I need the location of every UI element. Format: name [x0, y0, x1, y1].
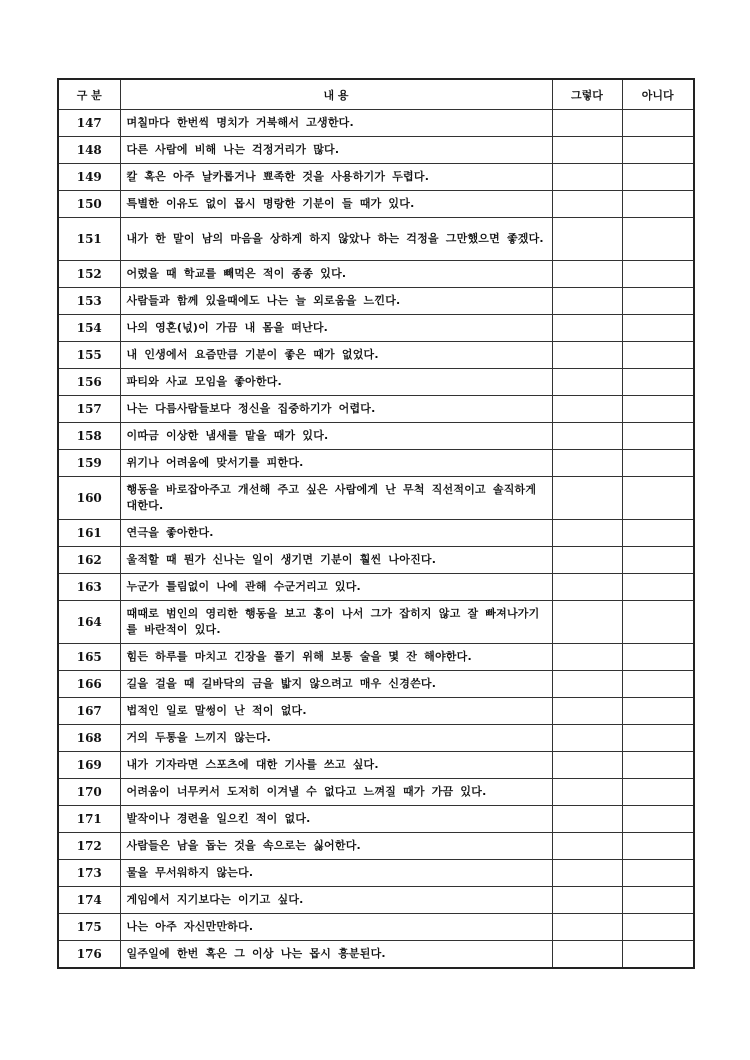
question-text: 어려움이 너무커서 도저히 이겨낼 수 없다고 느껴질 때가 가끔 있다. [120, 779, 552, 806]
question-number: 152 [58, 261, 120, 288]
question-row [58, 671, 694, 698]
question-text: 발작이나 경련을 일으킨 적이 없다. [120, 806, 552, 833]
question-number: 155 [58, 342, 120, 369]
question-row [58, 860, 694, 887]
question-text: 힘든 하루를 마치고 긴장을 풀기 위해 보통 술을 몇 잔 해야한다. [120, 644, 552, 671]
answer-yes-cell[interactable] [552, 574, 622, 601]
answer-no-cell[interactable] [622, 110, 694, 137]
question-number: 166 [58, 671, 120, 698]
question-number: 174 [58, 887, 120, 914]
answer-no-cell[interactable] [622, 941, 694, 969]
header-yes: 그렇다 [552, 79, 622, 110]
answer-no-cell[interactable] [622, 547, 694, 574]
question-row [58, 342, 694, 369]
question-number: 172 [58, 833, 120, 860]
answer-yes-cell[interactable] [552, 261, 622, 288]
question-number: 165 [58, 644, 120, 671]
question-text: 법적인 일로 말썽이 난 적이 없다. [120, 698, 552, 725]
question-row [58, 288, 694, 315]
question-text: 파티와 사교 모임을 좋아한다. [120, 369, 552, 396]
header-number: 구 분 [58, 79, 120, 110]
answer-yes-cell[interactable] [552, 752, 622, 779]
question-text: 어렸을 때 학교를 빼먹은 적이 종종 있다. [120, 261, 552, 288]
question-text: 나는 아주 자신만만하다. [120, 914, 552, 941]
header-row [58, 79, 694, 110]
question-number: 173 [58, 860, 120, 887]
question-text: 게임에서 지기보다는 이기고 싶다. [120, 887, 552, 914]
question-number: 158 [58, 423, 120, 450]
answer-no-cell[interactable] [622, 342, 694, 369]
answer-yes-cell[interactable] [552, 396, 622, 423]
questionnaire-page [57, 78, 693, 969]
question-text: 며칠마다 한번씩 명치가 거북해서 고생한다. [120, 110, 552, 137]
question-text: 사람들과 함께 있을때에도 나는 늘 외로움을 느낀다. [120, 288, 552, 315]
question-number: 147 [58, 110, 120, 137]
question-rows [58, 110, 694, 969]
question-row [58, 396, 694, 423]
answer-yes-cell[interactable] [552, 914, 622, 941]
answer-no-cell[interactable] [622, 218, 694, 261]
questionnaire-table [57, 78, 695, 969]
question-number: 168 [58, 725, 120, 752]
answer-no-cell[interactable] [622, 315, 694, 342]
answer-no-cell[interactable] [622, 574, 694, 601]
answer-no-cell[interactable] [622, 191, 694, 218]
question-text: 내 인생에서 요즘만큼 기분이 좋은 때가 없었다. [120, 342, 552, 369]
question-text: 사람들은 남을 돕는 것을 속으로는 싫어한다. [120, 833, 552, 860]
header-no: 아니다 [622, 79, 694, 110]
answer-yes-cell[interactable] [552, 218, 622, 261]
answer-yes-cell[interactable] [552, 725, 622, 752]
answer-yes-cell[interactable] [552, 833, 622, 860]
question-number: 161 [58, 520, 120, 547]
question-row [58, 369, 694, 396]
question-number: 153 [58, 288, 120, 315]
answer-no-cell[interactable] [622, 477, 694, 520]
question-text: 이따금 이상한 냄새를 맡을 때가 있다. [120, 423, 552, 450]
answer-yes-cell[interactable] [552, 887, 622, 914]
question-row [58, 806, 694, 833]
question-row [58, 191, 694, 218]
question-number: 167 [58, 698, 120, 725]
header-content: 내 용 [120, 79, 552, 110]
question-row [58, 941, 694, 969]
answer-no-cell[interactable] [622, 671, 694, 698]
question-number: 163 [58, 574, 120, 601]
question-row [58, 725, 694, 752]
question-row [58, 833, 694, 860]
answer-yes-cell[interactable] [552, 779, 622, 806]
question-number: 159 [58, 450, 120, 477]
question-row [58, 574, 694, 601]
question-number: 151 [58, 218, 120, 261]
question-text: 일주일에 한번 혹은 그 이상 나는 몹시 흥분된다. [120, 941, 552, 969]
answer-yes-cell[interactable] [552, 137, 622, 164]
question-row [58, 887, 694, 914]
answer-no-cell[interactable] [622, 396, 694, 423]
answer-yes-cell[interactable] [552, 671, 622, 698]
answer-yes-cell[interactable] [552, 315, 622, 342]
answer-yes-cell[interactable] [552, 450, 622, 477]
answer-no-cell[interactable] [622, 601, 694, 644]
answer-no-cell[interactable] [622, 806, 694, 833]
answer-yes-cell[interactable] [552, 369, 622, 396]
answer-no-cell[interactable] [622, 369, 694, 396]
answer-yes-cell[interactable] [552, 520, 622, 547]
question-number: 156 [58, 369, 120, 396]
question-row [58, 698, 694, 725]
question-row [58, 477, 694, 520]
answer-no-cell[interactable] [622, 164, 694, 191]
question-number: 157 [58, 396, 120, 423]
answer-no-cell[interactable] [622, 860, 694, 887]
question-number: 164 [58, 601, 120, 644]
question-text: 길을 걸을 때 길바닥의 금을 밟지 않으려고 매우 신경쓴다. [120, 671, 552, 698]
question-row [58, 520, 694, 547]
answer-yes-cell[interactable] [552, 601, 622, 644]
answer-no-cell[interactable] [622, 725, 694, 752]
answer-no-cell[interactable] [622, 137, 694, 164]
answer-no-cell[interactable] [622, 520, 694, 547]
question-row [58, 914, 694, 941]
question-row [58, 261, 694, 288]
question-row [58, 450, 694, 477]
question-row [58, 752, 694, 779]
answer-no-cell[interactable] [622, 833, 694, 860]
question-row [58, 110, 694, 137]
answer-yes-cell[interactable] [552, 477, 622, 520]
answer-no-cell[interactable] [622, 887, 694, 914]
question-text: 물을 무서워하지 않는다. [120, 860, 552, 887]
answer-yes-cell[interactable] [552, 698, 622, 725]
question-number: 149 [58, 164, 120, 191]
question-text: 칼 혹은 아주 날카롭거나 뾰족한 것을 사용하기가 두렵다. [120, 164, 552, 191]
question-row [58, 779, 694, 806]
answer-no-cell[interactable] [622, 914, 694, 941]
question-number: 148 [58, 137, 120, 164]
question-text: 특별한 이유도 없이 몹시 명랑한 기분이 들 때가 있다. [120, 191, 552, 218]
question-number: 154 [58, 315, 120, 342]
question-row [58, 547, 694, 574]
answer-yes-cell[interactable] [552, 644, 622, 671]
answer-yes-cell[interactable] [552, 191, 622, 218]
answer-yes-cell[interactable] [552, 806, 622, 833]
answer-no-cell[interactable] [622, 698, 694, 725]
answer-yes-cell[interactable] [552, 288, 622, 315]
question-row [58, 164, 694, 191]
question-text: 내가 기자라면 스포츠에 대한 기사를 쓰고 싶다. [120, 752, 552, 779]
question-number: 176 [58, 941, 120, 969]
question-row [58, 601, 694, 644]
answer-no-cell[interactable] [622, 423, 694, 450]
question-text: 때때로 범인의 영리한 행동을 보고 홍이 나서 그가 잡히지 않고 잘 빠져나가기를 바란적이 있다. [120, 601, 552, 644]
answer-no-cell[interactable] [622, 644, 694, 671]
answer-yes-cell[interactable] [552, 860, 622, 887]
question-number: 175 [58, 914, 120, 941]
question-row [58, 423, 694, 450]
question-text: 위기나 어려움에 맞서기를 피한다. [120, 450, 552, 477]
question-number: 160 [58, 477, 120, 520]
question-row [58, 644, 694, 671]
answer-yes-cell[interactable] [552, 423, 622, 450]
question-text: 나는 다름사람들보다 정신을 집중하기가 어렵다. [120, 396, 552, 423]
question-row [58, 315, 694, 342]
question-text: 행동을 바로잡아주고 개선해 주고 싶은 사람에게 난 무척 직선적이고 솔직하게 대한다. [120, 477, 552, 520]
question-text: 울적할 때 뭔가 신나는 일이 생기면 기분이 훨씬 나아진다. [120, 547, 552, 574]
answer-yes-cell[interactable] [552, 342, 622, 369]
answer-yes-cell[interactable] [552, 941, 622, 969]
answer-no-cell[interactable] [622, 288, 694, 315]
question-text: 내가 한 말이 남의 마음을 상하게 하지 않았나 하는 걱정을 그만했으면 좋겠다. [120, 218, 552, 261]
question-number: 171 [58, 806, 120, 833]
question-number: 162 [58, 547, 120, 574]
answer-no-cell[interactable] [622, 752, 694, 779]
question-number: 170 [58, 779, 120, 806]
question-text: 연극을 좋아한다. [120, 520, 552, 547]
question-text: 거의 두통을 느끼지 않는다. [120, 725, 552, 752]
question-number: 150 [58, 191, 120, 218]
answer-no-cell[interactable] [622, 779, 694, 806]
question-text: 누군가 틀림없이 나에 관해 수군거리고 있다. [120, 574, 552, 601]
question-text: 나의 영혼(넋)이 가끔 내 몸을 떠난다. [120, 315, 552, 342]
answer-yes-cell[interactable] [552, 164, 622, 191]
question-number: 169 [58, 752, 120, 779]
answer-no-cell[interactable] [622, 450, 694, 477]
answer-no-cell[interactable] [622, 261, 694, 288]
question-row [58, 218, 694, 261]
answer-yes-cell[interactable] [552, 547, 622, 574]
question-text: 다른 사람에 비해 나는 걱정거리가 많다. [120, 137, 552, 164]
question-row [58, 137, 694, 164]
answer-yes-cell[interactable] [552, 110, 622, 137]
